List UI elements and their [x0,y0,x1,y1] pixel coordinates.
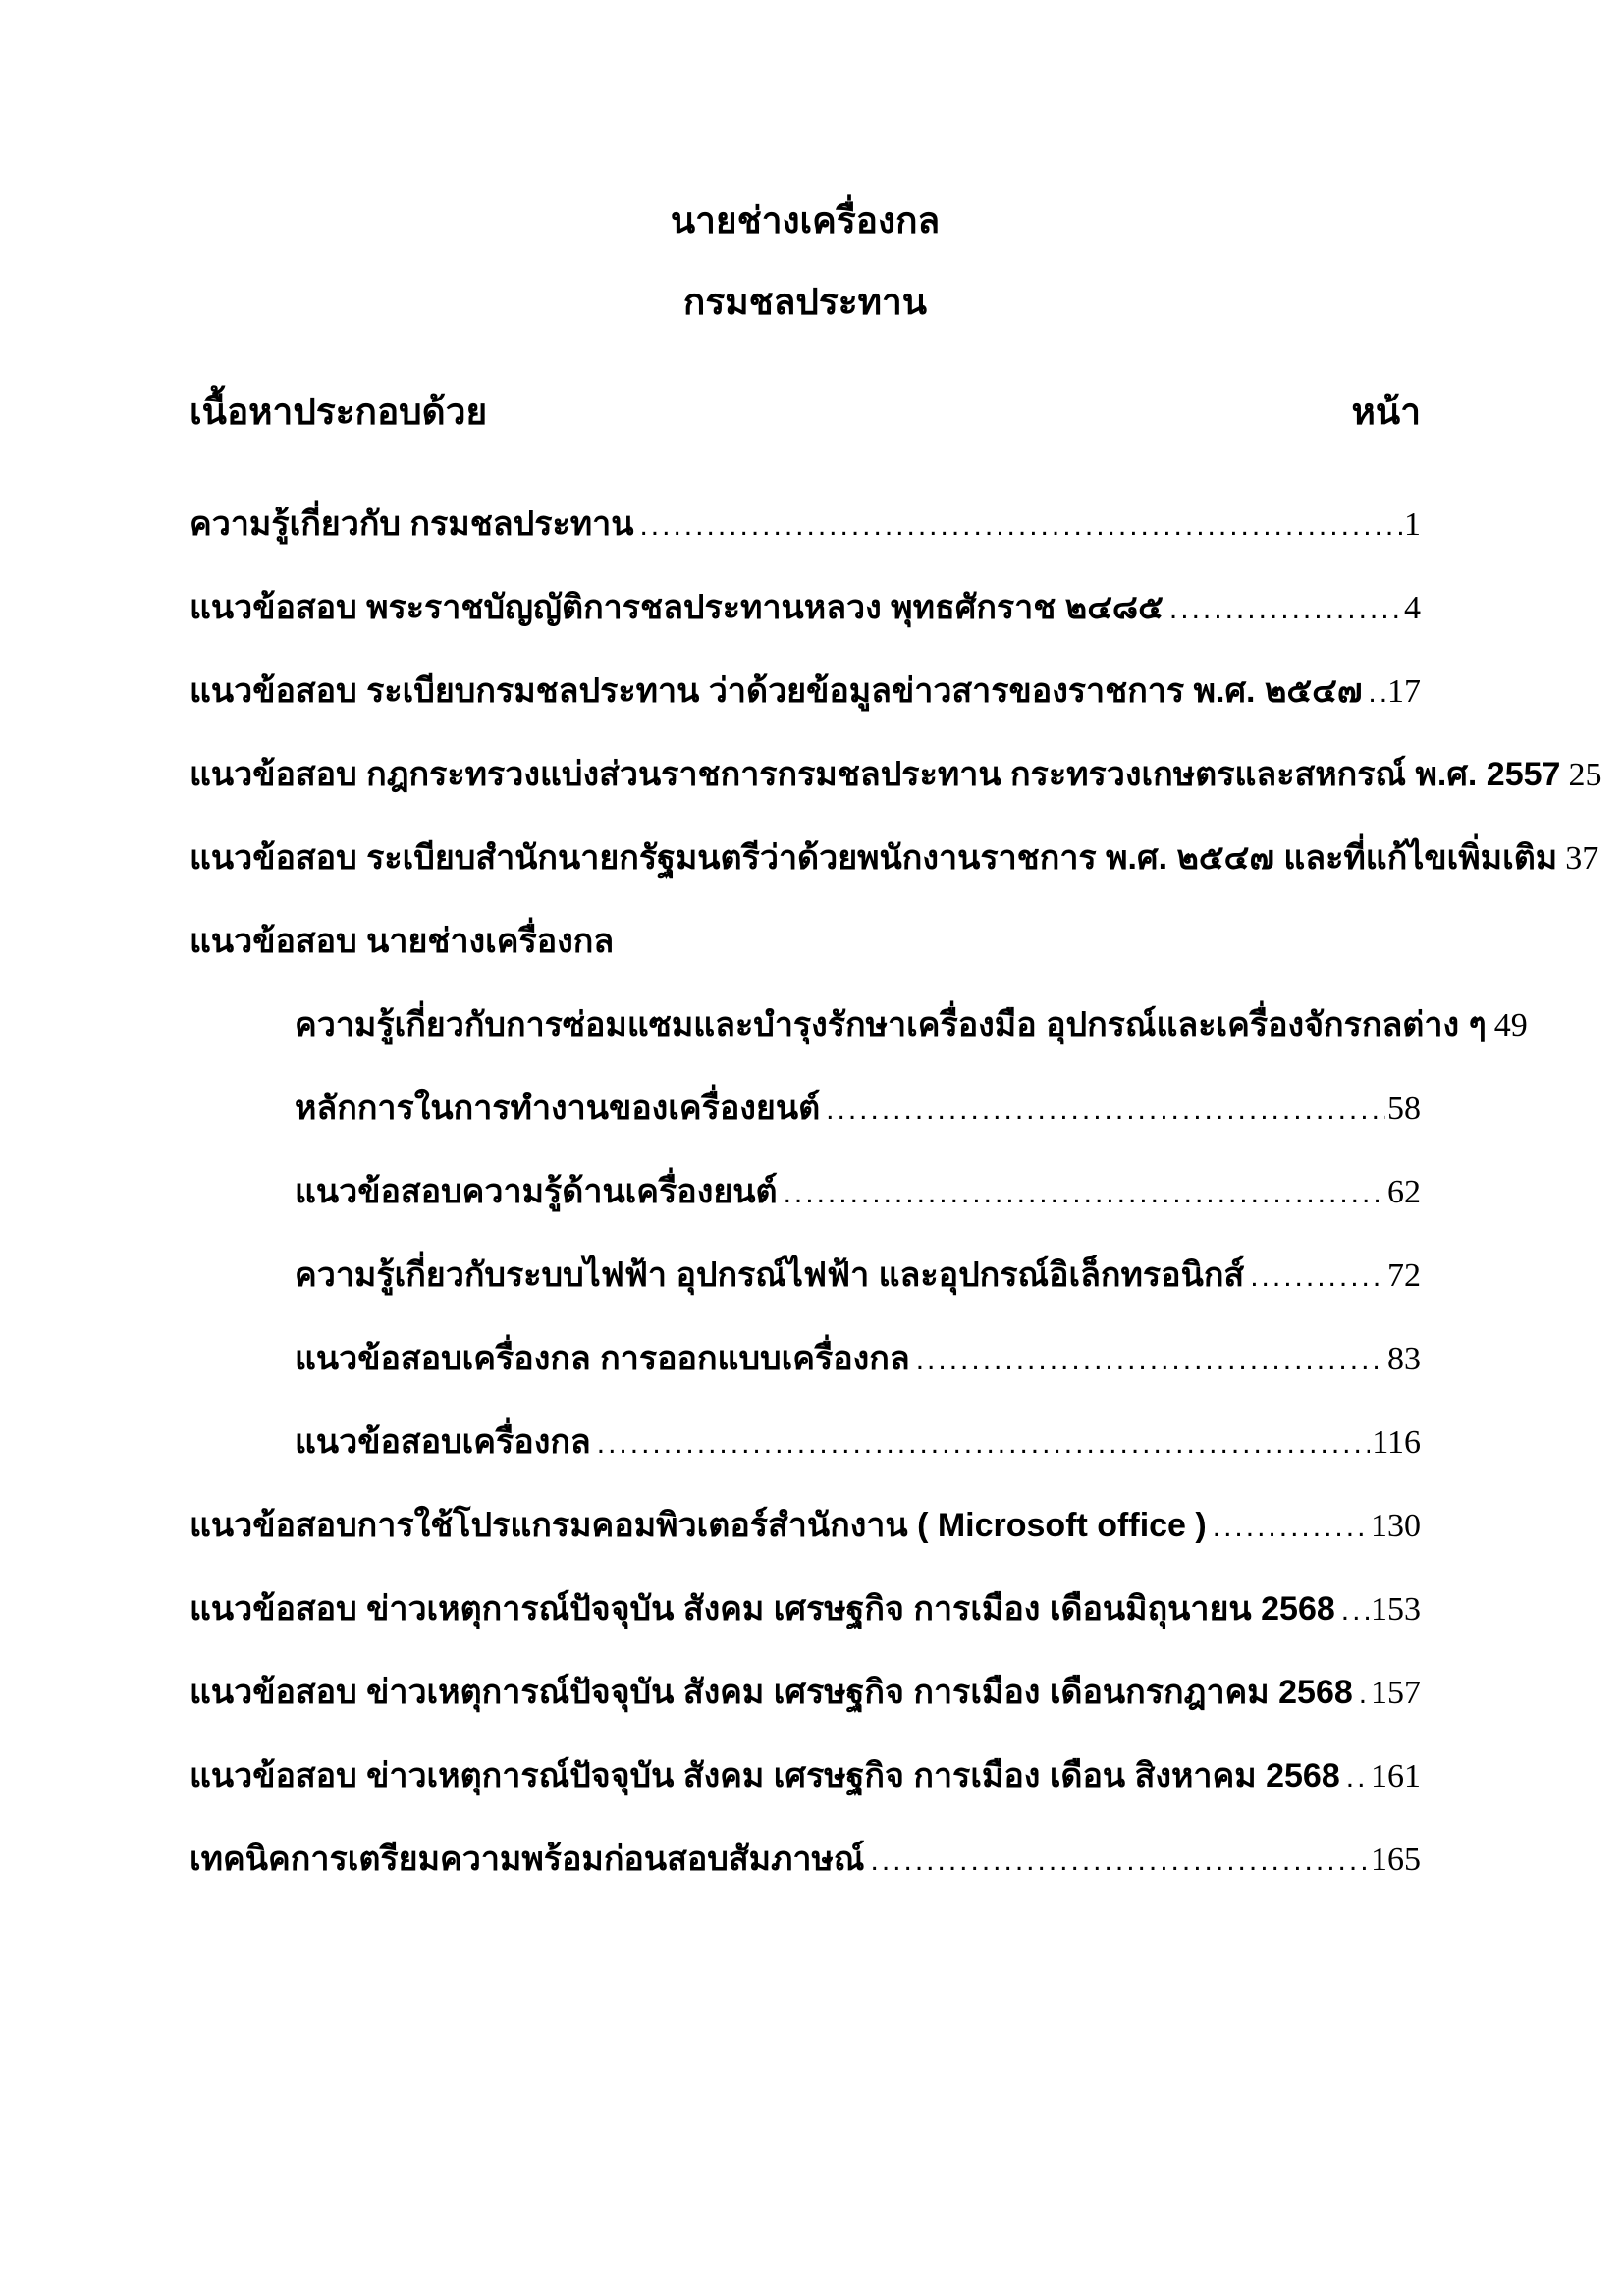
toc-entry-title: แนวข้อสอบ นายช่างเครื่องกล [189,923,615,960]
toc-entry-page: 153 [1371,1591,1421,1628]
toc-entry [189,984,1528,1067]
toc-entry-page: 37 [1565,840,1599,877]
toc-entry-title: แนวข้อสอบ ข่าวเหตุการณ์ปัจจุบัน สังคม เศรษฐกิจ การเมือง เดือน สิงหาคม 2568 [189,1757,1340,1794]
dot-leader [826,1068,1385,1151]
toc-entry-page: 25 [1568,757,1602,793]
dot-leader [1368,651,1385,734]
dot-leader [1250,1235,1385,1318]
doc-subtitle: กรมชลประทาน [682,282,928,322]
toc-entry [189,1735,1421,1818]
toc-header [189,391,1421,434]
toc-entry [189,817,1599,900]
toc-entry-page: 17 [1387,673,1421,710]
toc-entry [189,483,1421,566]
toc-entry-page: 83 [1387,1341,1421,1377]
toc-entry [189,650,1421,733]
dot-leader [597,1402,1371,1485]
toc-entry-page: 4 [1404,590,1421,626]
toc-entry-page: 116 [1372,1424,1421,1461]
toc-entry-page: 49 [1493,1007,1528,1043]
toc-entry [189,1484,1421,1568]
toc-entry-title: แนวข้อสอบความรู้ด้านเครื่องยนต์ [295,1173,778,1210]
toc-entry-title: แนวข้อสอบการใช้โปรแกรมคอมพิวเตอร์สำนักงาน ( Microsoft office ) [189,1507,1207,1544]
dot-leader [870,1819,1369,1902]
dot-leader [1359,1652,1369,1735]
toc-entry-page: 72 [1387,1257,1421,1294]
dot-leader [1346,1735,1369,1819]
toc-entry-title: แนวข้อสอบเครื่องกล การออกแบบเครื่องกล [295,1340,910,1377]
toc-entry [189,1150,1421,1234]
toc-entry-page: 157 [1371,1675,1421,1711]
dot-leader [639,484,1402,567]
toc-entry-title: เทคนิคการเตรียมความพร้อมก่อนสอบสัมภาษณ์ [189,1841,865,1878]
dot-leader [916,1318,1385,1402]
toc-entry [189,1067,1421,1150]
table-of-contents [189,483,1602,1901]
dot-leader [1213,1485,1369,1569]
toc-entry-title: ความรู้เกี่ยวกับการซ่อมแซมและบำรุงรักษาเครื่องมือ อุปกรณ์และเครื่องจักรกลต่าง ๆ [295,1006,1487,1043]
toc-entry-title: แนวข้อสอบ ข่าวเหตุการณ์ปัจจุบัน สังคม เศรษฐกิจ การเมือง เดือนมิถุนายน 2568 [189,1590,1335,1628]
toc-page-column-label: หน้า [1351,392,1421,432]
toc-header-label: เนื้อหาประกอบด้วย [189,392,488,432]
toc-entry [189,566,1421,650]
toc-entry-title: แนวข้อสอบ ระเบียบสำนักนายกรัฐมนตรีว่าด้วยพนักงานราชการ พ.ศ. ๒๕๔๗ และที่แก้ไขเพิ่มเติม [189,839,1558,877]
toc-entry-page: 161 [1371,1758,1421,1794]
doc-title: นายช่างเครื่องกล [670,200,941,240]
dot-leader [1169,567,1402,651]
toc-entry-title: แนวข้อสอบ พระราชบัญญัติการชลประทานหลวง พุทธศักราช ๒๔๘๕ [189,589,1164,626]
toc-entry [189,1818,1421,1901]
toc-entry-page: 62 [1387,1174,1421,1210]
toc-entry-title: ความรู้เกี่ยวกับระบบไฟฟ้า อุปกรณ์ไฟฟ้า และอุปกรณ์อิเล็กทรอนิกส์ [295,1256,1245,1294]
dot-leader [784,1151,1385,1235]
toc-entry-title: แนวข้อสอบ ข่าวเหตุการณ์ปัจจุบัน สังคม เศรษฐกิจ การเมือง เดือนกรกฎาคม 2568 [189,1674,1353,1711]
toc-entry-title: แนวข้อสอบ กฎกระทรวงแบ่งส่วนราชการกรมชลประทาน กระทรวงเกษตรและสหกรณ์ พ.ศ. 2557 [189,756,1561,793]
toc-entry-title: แนวข้อสอบเครื่องกล [295,1423,591,1461]
toc-entry-title: ความรู้เกี่ยวกับ กรมชลประทาน [189,506,634,543]
toc-entry [189,1401,1421,1484]
toc-entry [189,1234,1421,1317]
toc-entry [189,1317,1421,1401]
toc-entry-title: แนวข้อสอบ ระเบียบกรมชลประทาน ว่าด้วยข้อมูลข่าวสารของราชการ พ.ศ. ๒๕๔๗ [189,672,1363,710]
toc-entry [189,1568,1421,1651]
dot-leader [1341,1569,1369,1652]
toc-entry-title: หลักการในการทำงานของเครื่องยนต์ [295,1090,821,1127]
toc-entry-page: 58 [1387,1091,1421,1127]
toc-entry-page: 130 [1371,1508,1421,1544]
toc-section-heading [189,900,1421,984]
toc-entry [189,733,1602,817]
toc-entry-page: 1 [1404,507,1421,543]
toc-entry-page: 165 [1371,1842,1421,1878]
toc-entry [189,1651,1421,1735]
